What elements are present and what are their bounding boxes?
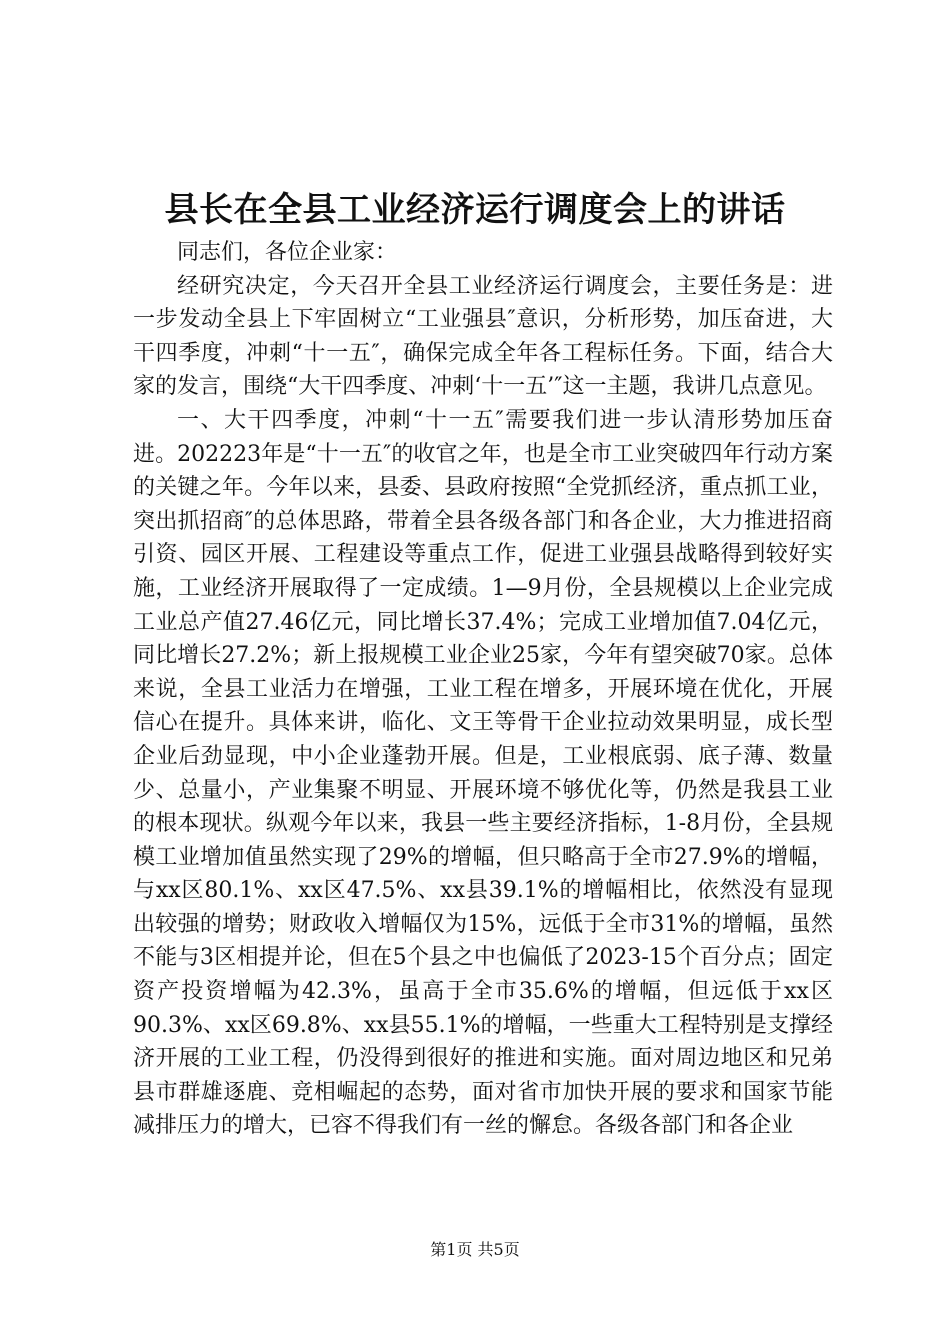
document-title: 县长在全县工业经济运行调度会上的讲话 bbox=[164, 190, 786, 230]
page-number: 第1页 共5页 bbox=[430, 1240, 520, 1259]
paragraph-section-one: 一、大干四季度，冲刺“十一五″需要我们进一步认清形势加压奋进。202223年是“十一五″的收官之年，也是全市工业突破四年行动方案的关键之年。今年以来，县委、县政府按照“全党抓经济，重点抓工业，突出抓招商″的总体思路，带着全县各级各部门和各企业，大力推进招商引资、园区开展、工程建设等重点工作，促进工业强县战略得到较好实施，工业经济开展取得了一定成绩。1—9月份，全县规模以上企业完成工业总产值27.46亿元，同比增长37.4%；完成工业增加值7.04亿元，同比增长27.2%；新上报规模工业企业25家，今年有望突破70家。总体来说，全县工业活力在增强，工业工程在增多，开展环境在优化，开展信心在提升。具体来讲，临化、文王等骨干企业拉动效果明显，成长型企业后劲显现，中小企业蓬勃开展。但是，工业根底弱、底子薄、数量少、总量小，产业集聚不明显、开展环境不够优化等，仍然是我县工业的根本现状。纵观今年以来，我县一些主要经济指标，1-8月份，全县规模工业增加值虽然实现了29%的增幅，但只略高于全市27.9%的增幅，与xx区80.1%、xx区47.5%、xx县39.1%的增幅相比，依然没有显现出较强的增势；财政收入增幅仅为15%，远低于全市31%的增幅，虽然不能与3区相提并论，但在5个县之中也偏低了2023-15个百分点；固定资产投资增幅为42.3%，虽高于全市35.6%的增幅，但远低于xx区90.3%、xx区69.8%、xx县55.1%的增幅，一些重大工程特别是支撑经济开展的工业工程，仍没得到很好的推进和实施。面对周边地区和兄弟县市群雄逐鹿、竞相崛起的态势，面对省市加快开展的要求和国家节能减排压力的增大，已容不得我们有一丝的懈怠。各级各部门和各企业 bbox=[133, 407, 833, 1139]
salutation: 同志们，各位企业家： bbox=[177, 240, 398, 265]
paragraph-intro: 经研究决定，今天召开全县工业经济运行调度会，主要任务是：进一步发动全县上下牢固树立“工业强县″意识，分析形势，加压奋进，大干四季度，冲刺“十一五″，确保完成全年各工程标任务。下面，结合大家的发言，围绕“大干四季度、冲刺‘十一五’″这一主题，我讲几点意见。 bbox=[133, 273, 833, 400]
page-footer bbox=[0, 1238, 950, 1262]
document-body bbox=[133, 236, 833, 1143]
